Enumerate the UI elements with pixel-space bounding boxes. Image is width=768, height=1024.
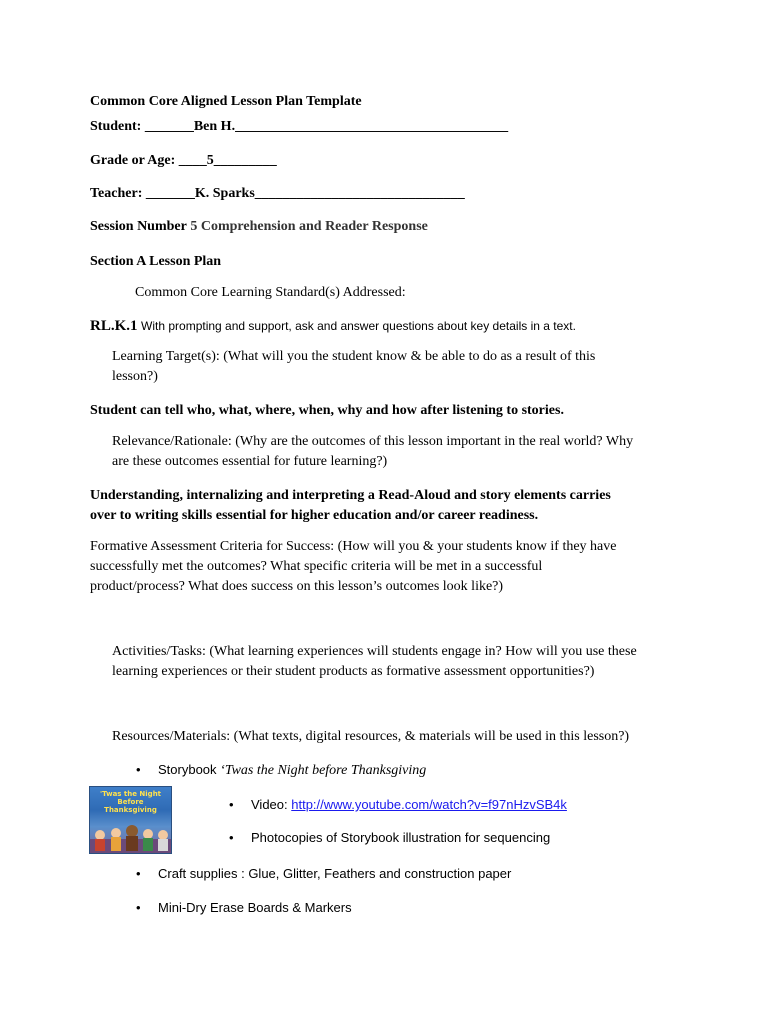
learning-target-prompt-2: lesson?) (112, 369, 158, 384)
resource-item-video (251, 795, 567, 816)
bullet-glyph: • (136, 762, 141, 777)
session-label: Session Number (90, 219, 187, 234)
document-title: Common Core Aligned Lesson Plan Template (90, 94, 362, 109)
resources-prompt: Resources/Materials: (What texts, digital resources, & materials will be used in this lesson?) (112, 729, 630, 744)
grade-line: Grade or Age: ____5_________ (90, 153, 277, 168)
relevance-answer-2: over to writing skills essential for higher education and/or career readiness. (90, 508, 539, 523)
resource-storybook-prefix: Storybook (158, 762, 221, 777)
standard-line (90, 316, 576, 337)
resource-video-prefix: Video: (251, 797, 292, 812)
activities-line-1: Activities/Tasks: (What learning experiences will students engage in? How will you use these (112, 644, 637, 659)
session-value: 5 Comprehension and Reader Response (190, 219, 428, 234)
learning-target-answer: Student can tell who, what, where, when, why and how after listening to stories. (90, 403, 564, 418)
video-link[interactable]: http://www.youtube.com/watch?v=f97nHzvSB4k (291, 797, 567, 812)
storybook-cover-image (89, 786, 172, 854)
standards-label: Common Core Learning Standard(s) Addressed: (135, 285, 406, 300)
bullet-glyph: • (229, 797, 234, 812)
relevance-prompt-1: Relevance/Rationale: (Why are the outcomes of this lesson important in the real world? Why (112, 434, 634, 449)
bullet-glyph: • (136, 900, 141, 915)
standard-text: With prompting and support, ask and answer questions about key details in a text. (141, 319, 576, 333)
resource-item-storybook (158, 760, 426, 781)
formative-line-2: successfully met the outcomes? What specific criteria will be met in a successful (90, 559, 543, 574)
resource-item-photocopies: Photocopies of Storybook illustration for sequencing (251, 830, 551, 845)
resource-storybook-title: ‘Twas the Night before Thanksgiving (220, 763, 427, 778)
section-a-title: Section A Lesson Plan (90, 254, 222, 269)
resource-item-dry-erase: Mini-Dry Erase Boards & Markers (158, 900, 352, 915)
book-cover-figures (90, 819, 172, 853)
formative-line-3: product/process? What does success on this lesson’s outcomes look like?) (90, 579, 504, 594)
standard-code: RL.K.1 (90, 318, 138, 334)
relevance-prompt-2: are these outcomes essential for future learning?) (112, 454, 388, 469)
relevance-answer-1: Understanding, internalizing and interpreting a Read-Aloud and story elements carries (90, 488, 611, 503)
learning-target-prompt-1: Learning Target(s): (What will you the student know & be able to do as a result of this (112, 349, 596, 364)
activities-line-2: learning experiences or their student products as formative assessment opportunities?) (112, 664, 595, 679)
session-line (90, 217, 428, 237)
bullet-glyph: • (229, 830, 234, 845)
resource-item-craft-supplies: Craft supplies : Glue, Glitter, Feathers and construction paper (158, 866, 512, 881)
formative-line-1: Formative Assessment Criteria for Success: (How will you & your students know if they have (90, 539, 617, 554)
student-line: Student: _______Ben H._______________________________________ (90, 119, 509, 134)
teacher-line: Teacher: _______K. Sparks______________________________ (90, 186, 465, 201)
book-cover-title: 'Twas the Night Before Thanksgiving (99, 790, 162, 814)
bullet-glyph: • (136, 866, 141, 881)
